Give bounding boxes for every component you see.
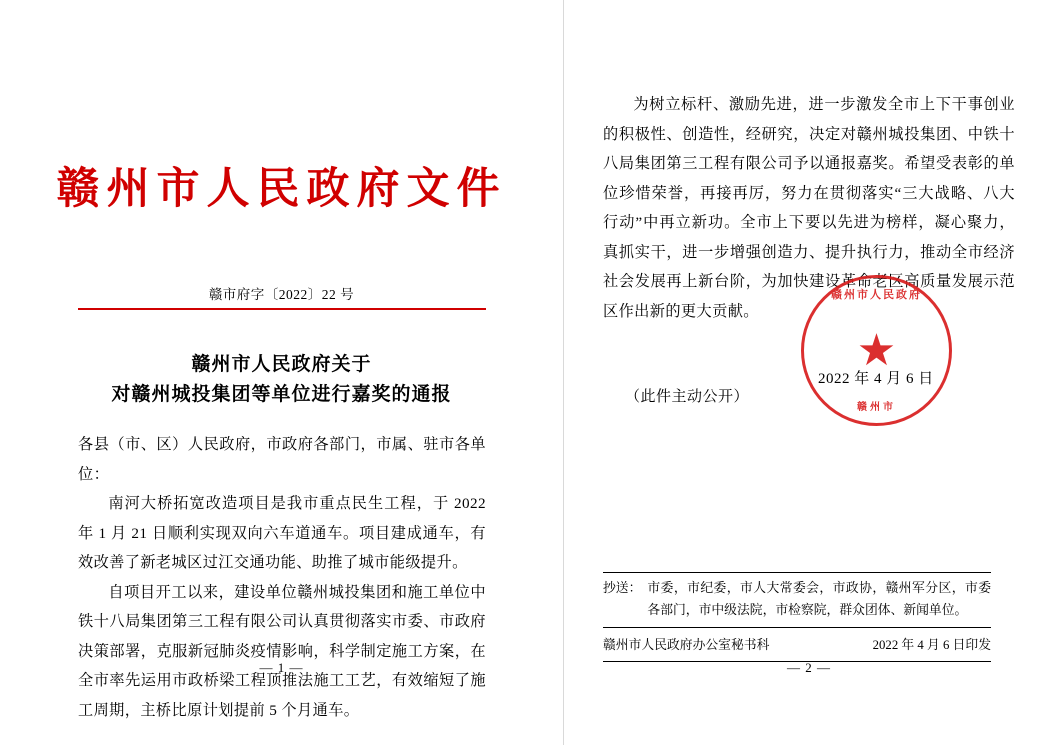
seal-bottom-text: 赣州市 bbox=[857, 402, 896, 413]
footer-cc-text: 市委，市纪委，市人大常委会，市政协，赣州军分区，市委各部门，市中级法院，市检察院，群众团体、新闻单位。 bbox=[647, 581, 991, 617]
footer-print-date: 2022 年 4 月 6 日印发 bbox=[872, 638, 991, 652]
government-seal-icon bbox=[801, 275, 952, 426]
footer-top-rule bbox=[603, 572, 991, 573]
document-masthead: 赣州市人民政府文件 bbox=[56, 166, 507, 213]
document-footer bbox=[603, 570, 991, 662]
page-number-1: — 1 — bbox=[259, 660, 304, 675]
page-title-line-2: 对赣州城投集团等单位进行嘉奖的通报 bbox=[111, 384, 452, 405]
seal-top-text: 赣州市人民政府 bbox=[831, 289, 922, 301]
page-title-line-1: 赣州市人民政府关于 bbox=[191, 354, 372, 375]
body-paragraph-1: 南河大桥拓宽改造项目是我市重点民生工程，于 2022 年 1 月 21 日顺利实现双向六车道通车。项目建成通车，有效改善了新老城区过江交通功能、助推了城市能级提升。 bbox=[78, 495, 486, 571]
footer-issuer: 赣州市人民政府办公室秘书科 bbox=[603, 638, 770, 652]
page-number-2: — 2 — bbox=[787, 660, 831, 675]
seal-date: 2022 年 4 月 6 日 bbox=[818, 371, 934, 387]
footer-middle-rule bbox=[603, 627, 991, 628]
salutation-text: 各县（市、区）人民政府，市政府各部门，市属、驻市各单位： bbox=[78, 436, 486, 483]
page-title bbox=[0, 350, 563, 410]
body-paragraph-3: 为树立标杆、激励先进，进一步激发全市上下干事创业的积极性、创造性，经研究，决定对赣州城投集团、中铁十八局集团第三工程有限公司予以通报嘉奖。希望受表彰的单位珍惜荣誉，再接再厉，努力在贯彻落实“三大战略、八大行动”中再立新功。全市上下要以先进为榜样，凝心聚力，真抓实干，进一步增强创造力、提升执行力，推动全市经济社会发展再上新台阶，为加快建设革命老区高质量发展示范区作出新的更大贡献。 bbox=[603, 96, 1015, 320]
footer-cc-label: 抄送： bbox=[603, 581, 642, 595]
document-body-page-1 bbox=[78, 430, 486, 725]
body-paragraph-2: 自项目开工以来，建设单位赣州城投集团和施工单位中铁十八局集团第三工程有限公司认真贯彻落实市委、市政府决策部署，克服新冠肺炎疫情影响，科学制定施工方案，在全市率先运用市政桥梁工程顶推法施工工艺，有效缩短了施工周期，主桥比原计划提前 5 个月通车。 bbox=[78, 583, 486, 719]
document-number: 赣市府字〔2022〕22 号 bbox=[208, 287, 355, 302]
seal-emblem-icon: ★ bbox=[856, 325, 897, 375]
red-divider-rule bbox=[78, 308, 486, 310]
footer-cc-row bbox=[603, 577, 991, 625]
public-disclosure-note: （此件主动公开） bbox=[625, 389, 750, 405]
footer-issuer-row bbox=[603, 632, 991, 656]
